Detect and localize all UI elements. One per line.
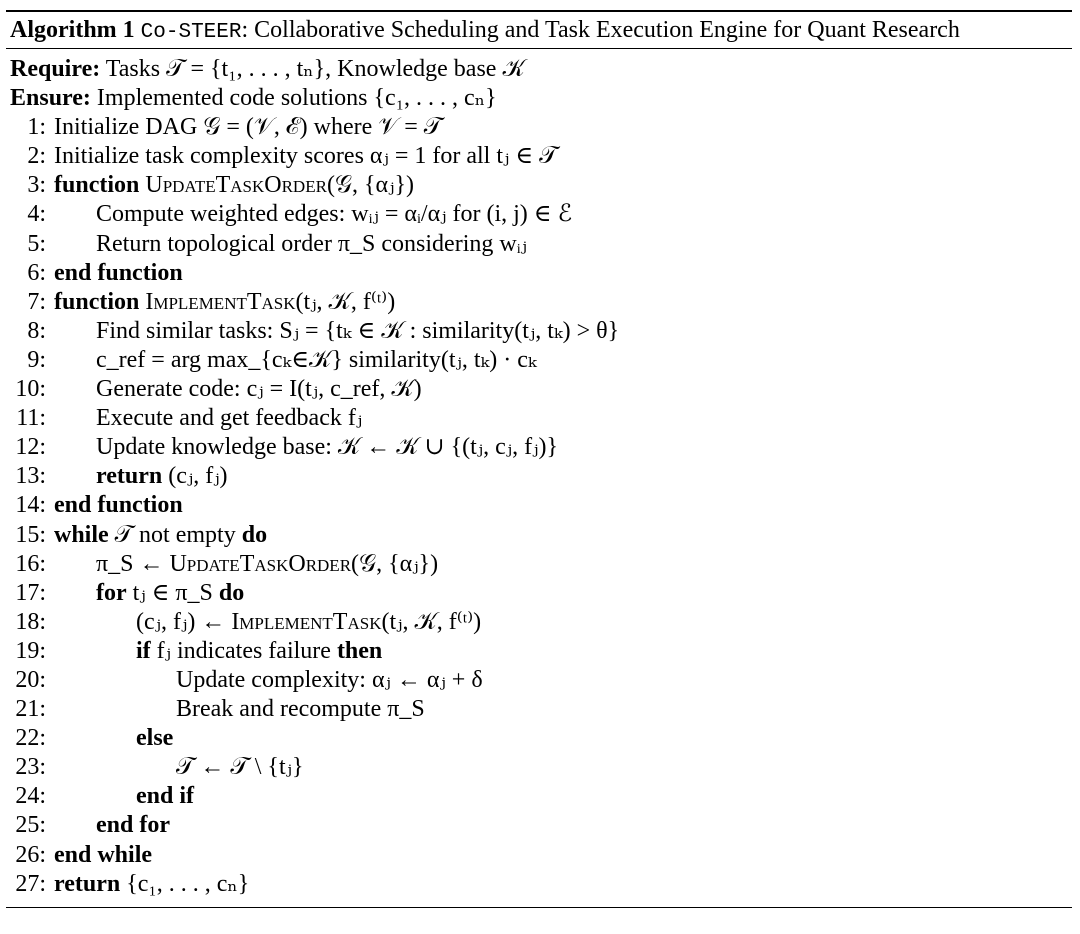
line-content <box>54 637 382 666</box>
line-content <box>54 142 557 171</box>
line-number: 10: <box>15 376 46 403</box>
line-number: 15: <box>15 521 46 548</box>
line-number: 16: <box>15 550 46 577</box>
line-content <box>54 200 572 229</box>
line-number: 19: <box>15 637 46 664</box>
line-content <box>54 113 442 142</box>
algorithm-line <box>6 579 1072 608</box>
line-number: 1: <box>27 114 46 141</box>
line-content <box>54 695 425 724</box>
keyword: do <box>241 521 268 548</box>
algorithm-name: Co-STEER <box>140 21 242 44</box>
algorithm-line <box>6 666 1072 695</box>
algorithm-line <box>6 404 1072 433</box>
line-content <box>54 375 422 404</box>
keyword: else <box>136 725 174 752</box>
algorithm-line <box>6 375 1072 404</box>
ensure-line <box>6 84 1072 113</box>
line-text: Find similar tasks: Sⱼ = {tₖ ∈ 𝒦 : similarity(tⱼ, tₖ) > θ} <box>96 317 620 344</box>
line-number: 26: <box>15 841 46 868</box>
line-number: 13: <box>15 463 46 490</box>
line-text: (cⱼ, fⱼ) ← ImplementTask(tⱼ, 𝒦, f⁽ᵗ⁾) <box>136 608 482 635</box>
algorithm-line <box>6 870 1072 899</box>
algorithm-title: : Collaborative Scheduling and Task Execution Engine for Quant Research <box>241 17 960 43</box>
line-content <box>54 462 228 491</box>
algorithm-line <box>6 841 1072 870</box>
keyword: end if <box>136 783 195 810</box>
algorithm-line <box>6 171 1072 200</box>
bottom-rule <box>6 907 1072 908</box>
line-number: 5: <box>27 230 46 257</box>
line-content <box>54 171 414 200</box>
algorithm-line <box>6 811 1072 840</box>
require-label: Require: <box>10 56 101 82</box>
keyword: function <box>54 172 140 199</box>
line-content <box>54 317 619 346</box>
line-number: 22: <box>15 725 46 752</box>
keyword: for <box>96 579 127 606</box>
line-text: 𝒯 ← 𝒯 \ {tⱼ} <box>176 754 304 781</box>
line-text: Initialize task complexity scores αⱼ = 1 for all tⱼ ∈ 𝒯 <box>54 143 558 170</box>
algorithm-line <box>6 782 1072 811</box>
line-content <box>54 870 249 899</box>
line-text: {c₁, . . . , cₙ} <box>126 870 250 897</box>
line-number: 25: <box>15 812 46 839</box>
algorithm-line <box>6 695 1072 724</box>
algorithm-line <box>6 200 1072 229</box>
line-number: 27: <box>15 870 46 897</box>
keyword: if <box>136 637 151 664</box>
line-content <box>54 550 438 579</box>
line-text: 𝒯 not empty <box>114 521 236 548</box>
algorithm-line <box>6 288 1072 317</box>
keyword: do <box>218 579 245 606</box>
algorithm-lines <box>6 113 1072 899</box>
algorithm-line <box>6 230 1072 259</box>
line-number: 14: <box>15 492 46 519</box>
algorithm-line <box>6 317 1072 346</box>
line-content <box>54 579 244 608</box>
line-content <box>54 608 481 637</box>
line-content <box>54 230 527 259</box>
line-number: 7: <box>27 288 46 315</box>
algorithm-line <box>6 259 1072 288</box>
line-text: Update complexity: αⱼ ← αⱼ + δ <box>176 666 483 693</box>
line-number: 11: <box>16 405 46 432</box>
algorithm-line <box>6 724 1072 753</box>
line-number: 2: <box>27 143 46 170</box>
line-content <box>54 753 303 782</box>
line-text: Initialize DAG 𝒢 = (𝒱, ℰ) where 𝒱 = 𝒯 <box>54 114 443 141</box>
algorithm-line <box>6 753 1072 782</box>
keyword: end while <box>54 841 153 868</box>
algorithm-body <box>6 49 1072 907</box>
line-text: tⱼ ∈ π_S <box>132 579 213 606</box>
line-number: 3: <box>27 172 46 199</box>
line-number: 23: <box>15 754 46 781</box>
algorithm-block <box>6 10 1072 908</box>
keyword: end function <box>54 259 183 286</box>
line-content <box>54 259 183 288</box>
line-text: UpdateTaskOrder(𝒢, {αⱼ}) <box>145 172 414 199</box>
keyword: function <box>54 288 140 315</box>
line-content <box>54 811 170 840</box>
line-text: Execute and get feedback fⱼ <box>96 405 363 432</box>
keyword: return <box>54 870 121 897</box>
line-number: 18: <box>15 608 46 635</box>
keyword: end function <box>54 492 183 519</box>
keyword: return <box>96 463 163 490</box>
line-number: 9: <box>27 346 46 373</box>
line-number: 4: <box>27 201 46 228</box>
line-content <box>54 521 267 550</box>
algorithm-line <box>6 346 1072 375</box>
line-number: 8: <box>27 317 46 344</box>
line-text: Update knowledge base: 𝒦 ← 𝒦 ∪ {(tⱼ, cⱼ, fⱼ)} <box>96 434 558 461</box>
algorithm-line <box>6 142 1072 171</box>
line-number: 6: <box>27 259 46 286</box>
algorithm-caption <box>6 12 1072 48</box>
keyword: end for <box>96 812 170 839</box>
line-text: π_S ← UpdateTaskOrder(𝒢, {αⱼ}) <box>96 550 439 577</box>
line-content <box>54 404 362 433</box>
line-number: 21: <box>15 696 46 723</box>
line-number: 12: <box>15 434 46 461</box>
line-content <box>54 288 395 317</box>
line-number: 24: <box>15 783 46 810</box>
algorithm-line <box>6 550 1072 579</box>
line-text: Break and recompute π_S <box>176 696 425 723</box>
line-content <box>54 782 194 811</box>
line-content <box>54 433 558 462</box>
algorithm-line <box>6 113 1072 142</box>
algorithm-line <box>6 433 1072 462</box>
line-text: fⱼ indicates failure <box>156 637 331 664</box>
keyword: then <box>336 637 383 664</box>
require-text: Tasks 𝒯 = {t₁, . . . , tₙ}, Knowledge base 𝒦 <box>105 56 525 82</box>
line-text: ImplementTask(tⱼ, 𝒦, f⁽ᵗ⁾) <box>145 288 396 315</box>
algorithm-line <box>6 521 1072 550</box>
ensure-label: Ensure: <box>10 85 91 112</box>
line-text: c_ref = arg max_{cₖ∈𝒦} similarity(tⱼ, tₖ) · cₖ <box>96 346 537 373</box>
line-content <box>54 346 537 375</box>
line-text: (cⱼ, fⱼ) <box>168 463 228 490</box>
line-text: Compute weighted edges: wᵢⱼ = αᵢ/αⱼ for (i, j) ∈ ℰ <box>96 201 573 228</box>
line-number: 17: <box>15 579 46 606</box>
algorithm-line <box>6 637 1072 666</box>
algorithm-line <box>6 462 1072 491</box>
line-text: Return topological order π_S considering wᵢⱼ <box>96 230 527 257</box>
algorithm-line <box>6 608 1072 637</box>
line-content <box>54 841 152 870</box>
keyword: while <box>54 521 109 548</box>
line-content <box>54 491 183 520</box>
require-line <box>6 55 1072 84</box>
algorithm-label: Algorithm 1 <box>10 17 135 43</box>
ensure-text: Implemented code solutions {c₁, . . . , cₙ} <box>96 85 497 112</box>
line-content <box>54 724 173 753</box>
line-number: 20: <box>15 666 46 693</box>
line-text: Generate code: cⱼ = I(tⱼ, c_ref, 𝒦) <box>96 376 422 403</box>
line-content <box>54 666 483 695</box>
algorithm-line <box>6 491 1072 520</box>
